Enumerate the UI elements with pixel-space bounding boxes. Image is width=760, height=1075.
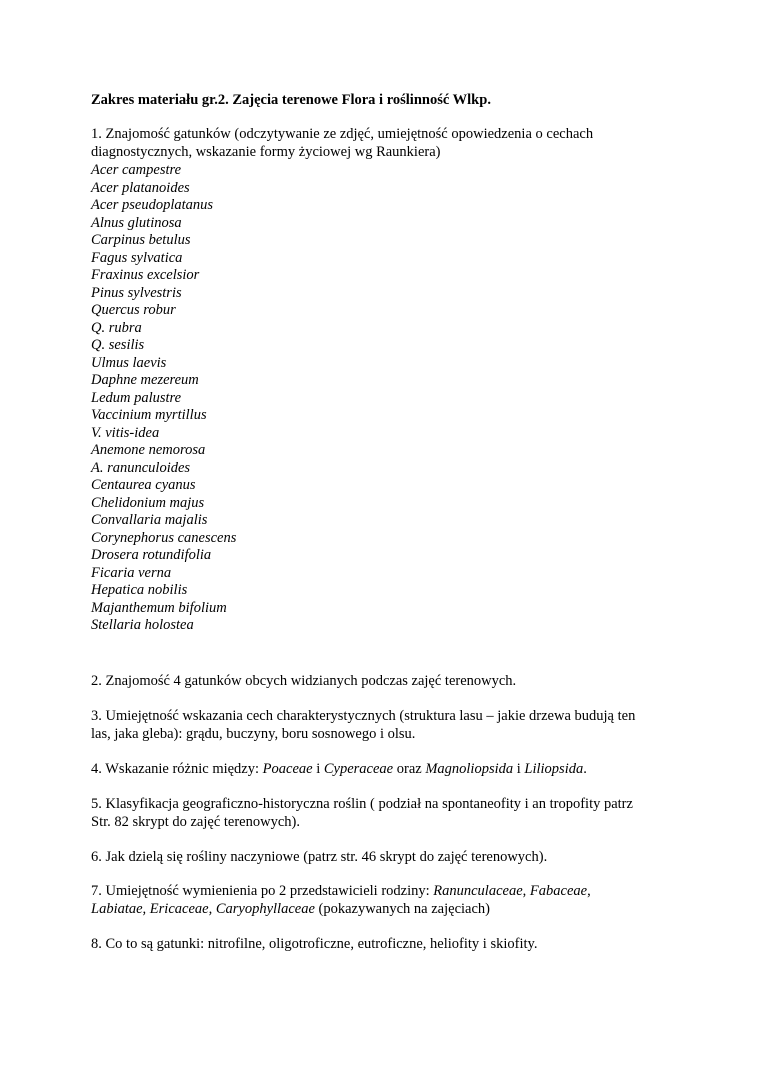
item-7-line-2 [91,901,591,919]
item-4-sep: i [312,761,324,777]
taxon-poaceae: Poaceae [262,761,313,777]
item-1-line-1: 1. Znajomość gatunków (odczytywanie ze zdjęć, umiejętność opowiedzenia o cechach [91,126,594,142]
item-7-sep: , [522,883,530,899]
species-item: Acer campestre [91,162,182,178]
species-item: Fagus sylvatica [91,249,183,266]
taxon-fabaceae: Fabaceae [529,883,588,899]
species-list [91,162,236,635]
item-5 [91,796,633,831]
species-item: Acer platanoides [91,179,190,196]
taxon-liliopsida: Liliopsida [524,761,584,777]
species-item: Acer pseudoplatanus [91,197,214,213]
taxon-ranunculaceae: Ranunculaceae [433,883,523,899]
item-6: 6. Jak dzielą się rośliny naczyniowe (patrz str. 46 skrypt do zajęć terenowych). [91,849,548,865]
taxon-cyperaceae: Cyperaceae [323,761,394,777]
item-8: 8. Co to są gatunki: nitrofilne, oligotroficzne, eutroficzne, heliofity i skiofity. [91,936,538,952]
item-7-suffix: (pokazywanych na zajęciach) [314,900,490,917]
item-4-sep: oraz [393,761,426,777]
item-7-prefix: 7. Umiejętność wymienienia po 2 przedstawicieli rodziny: [91,883,434,899]
item-5-line-2: Str. 82 skrypt do zajęć terenowych). [91,813,300,830]
item-4-sep: i [513,761,525,777]
species-item: Ficaria verna [91,564,172,581]
item-4 [91,761,587,779]
species-item: Ledum palustre [91,389,182,406]
item-3-line-2: las, jaka gleba): grądu, buczyny, boru sosnowego i olsu. [91,725,416,742]
taxon-magnoliopsida: Magnoliopsida [425,761,514,777]
document-title: Zakres materiału gr.2. Zajęcia terenowe Flora i roślinność Wlkp. [91,92,491,108]
species-item: Carpinus betulus [91,232,191,248]
item-7-line-1 [91,883,591,901]
species-item: Corynephorus canescens [91,529,237,546]
item-3-line-1: 3. Umiejętność wskazania cech charakterystycznych (struktura lasu – jakie drzewa budują ten [91,708,636,724]
species-item: Pinus sylvestris [91,284,182,301]
species-item: Quercus robur [91,302,176,318]
species-item: Daphne mezereum [91,372,199,388]
species-item: Fraxinus excelsior [91,267,200,283]
species-item: A. ranunculoides [91,459,191,476]
species-item: Convallaria majalis [91,512,208,528]
taxa-families: Labiatae, Ericaceae, Caryophyllaceae [91,900,315,917]
item-5-line-1: 5. Klasyfikacja geograficzno-historyczna roślin ( podział na spontaneofity i an tropofity patrz [91,796,633,812]
species-item: Vaccinium myrtillus [91,407,207,423]
species-item: Q. rubra [91,319,142,336]
species-item: Centaurea cyanus [91,477,196,493]
species-item: Drosera rotundifolia [91,547,212,563]
species-item: Stellaria holostea [91,617,194,633]
item-2: 2. Znajomość 4 gatunków obcych widzianych podczas zajęć terenowych. [91,673,517,689]
species-item: Q. sesilis [91,337,145,353]
species-item: Ulmus laevis [91,354,167,371]
species-item: V. vitis-idea [91,424,160,441]
species-item: Alnus glutinosa [91,214,182,231]
species-item: Hepatica nobilis [91,582,188,598]
item-3 [91,708,635,743]
item-1-line-2: diagnostycznych, wskazanie formy życiowej wg Raunkiera) [91,143,441,160]
species-item: Chelidonium majus [91,494,205,511]
item-7-sep: , [587,883,591,899]
item-4-prefix: 4. Wskazanie różnic między: [91,761,263,777]
item-7 [91,883,591,918]
species-item: Anemone nemorosa [91,442,206,458]
item-4-suffix: . [583,761,587,777]
species-item: Majanthemum bifolium [91,599,227,616]
item-1 [91,126,593,161]
